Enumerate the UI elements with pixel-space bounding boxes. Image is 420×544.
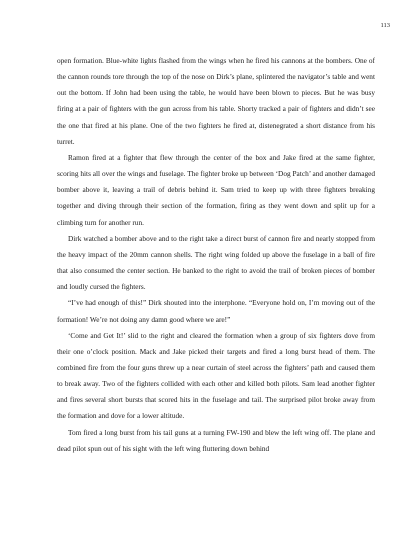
body-text	[57, 53, 375, 457]
paragraph: “I’ve had enough of this!” Dirk shouted into the interphone. “Everyone hold on, I’m moving out of the formation! We’re not doing any damn good where we are!”	[57, 298, 375, 324]
paragraph: Ramon fired at a fighter that flew through the center of the box and Jake fired at the same fighter, scoring hits all over the wings and fuselage. The fighter broke up between ‘Dog Patch’ and another damaged bomber above it, leaving a trail of debris behind it. Sam tried to keep up with three fighters breaking together and diving through their section of the formation, firing as they went down and split up for a climbing turn for another run.	[57, 152, 375, 227]
paragraph: ‘Come and Get It!’ slid to the right and cleared the formation when a group of six fighters dove from their one o’clock position. Mack and Jake picked their targets and fired a long burst head of them. The combined fire from the four guns threw up a near curtain of steel across the fighters’ path and caused them to break away. Two of the fighters collided with each other and killed both pilots. Sam lead another fighter and fires several short bursts that scored hits in the fuselage and tail. The surprised pilot broke away from the formation and dove for a lower altitude.	[57, 330, 375, 421]
paragraph: Dirk watched a bomber above and to the right take a direct burst of cannon fire and nearly stopped from the heavy impact of the 20mm cannon shells. The right wing folded up above the fuselage in a ball of fire that also consumed the center section. He banked to the right to avoid the trail of broken pieces of bomber and loudly cursed the fighters.	[57, 233, 375, 292]
page-number: 113	[380, 22, 390, 29]
paragraph: open formation. Blue-white lights flashed from the wings when he fired his cannons at the bombers. One of the cannon rounds tore through the top of the nose on Dirk’s plane, splintered the navigator’s table and went out the bottom. If John had been using the table, he would have been blown to pieces. But he was busy firing at a pair of fighters with the gun across from his table. Shorty tracked a pair of fighters and didn’t see the one that fired at his plane. One of the two fighters he fired at, distenegrated a short distance from his turret.	[57, 56, 375, 146]
paragraph: Tom fired a long burst from his tail guns at a turning FW-190 and blew the left wing off. The plane and dead pilot spun out of his sight with the left wing fluttering down behind	[57, 427, 375, 453]
